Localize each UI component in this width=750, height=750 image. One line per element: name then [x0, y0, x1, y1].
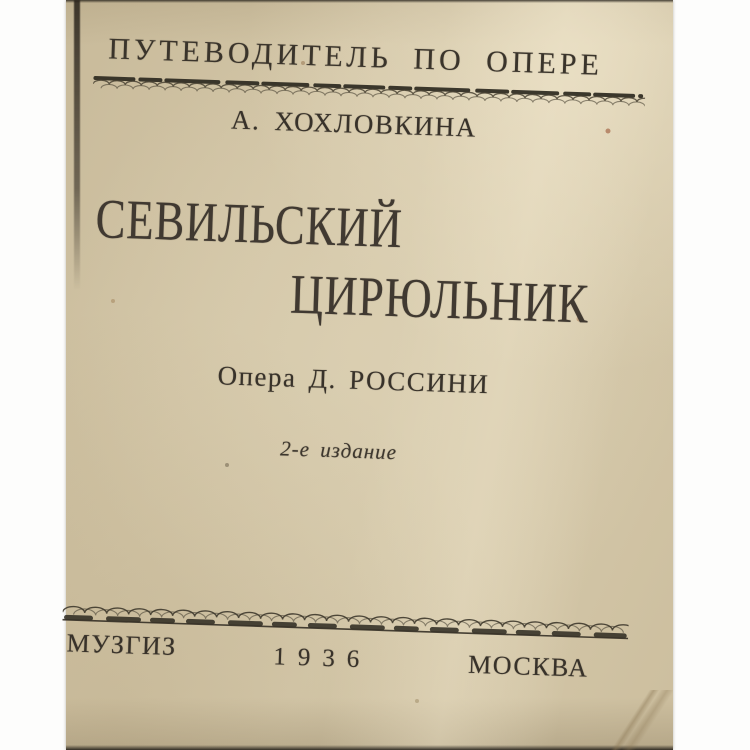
book-title-page	[66, 0, 673, 750]
book-title-line1: СЕВИЛЬСКИЙ	[94, 188, 404, 261]
subtitle-opera: Опера Д. РОССИНИ	[217, 360, 490, 400]
book-title-line2: ЦИРЮЛЬНИК	[289, 263, 590, 336]
series-title: ПУТЕВОДИТЕЛЬ ПО ОПЕРЕ	[107, 32, 604, 82]
imprint-year: 1936	[272, 643, 372, 674]
author-name: А. ХОХЛОВКИНА	[230, 104, 478, 143]
edition-note: 2-е издание	[279, 436, 398, 465]
imprint-city: МОСКВА	[467, 649, 590, 683]
letterpress-content	[41, 0, 673, 750]
imprint-publisher: МУЗГИЗ	[66, 628, 178, 662]
